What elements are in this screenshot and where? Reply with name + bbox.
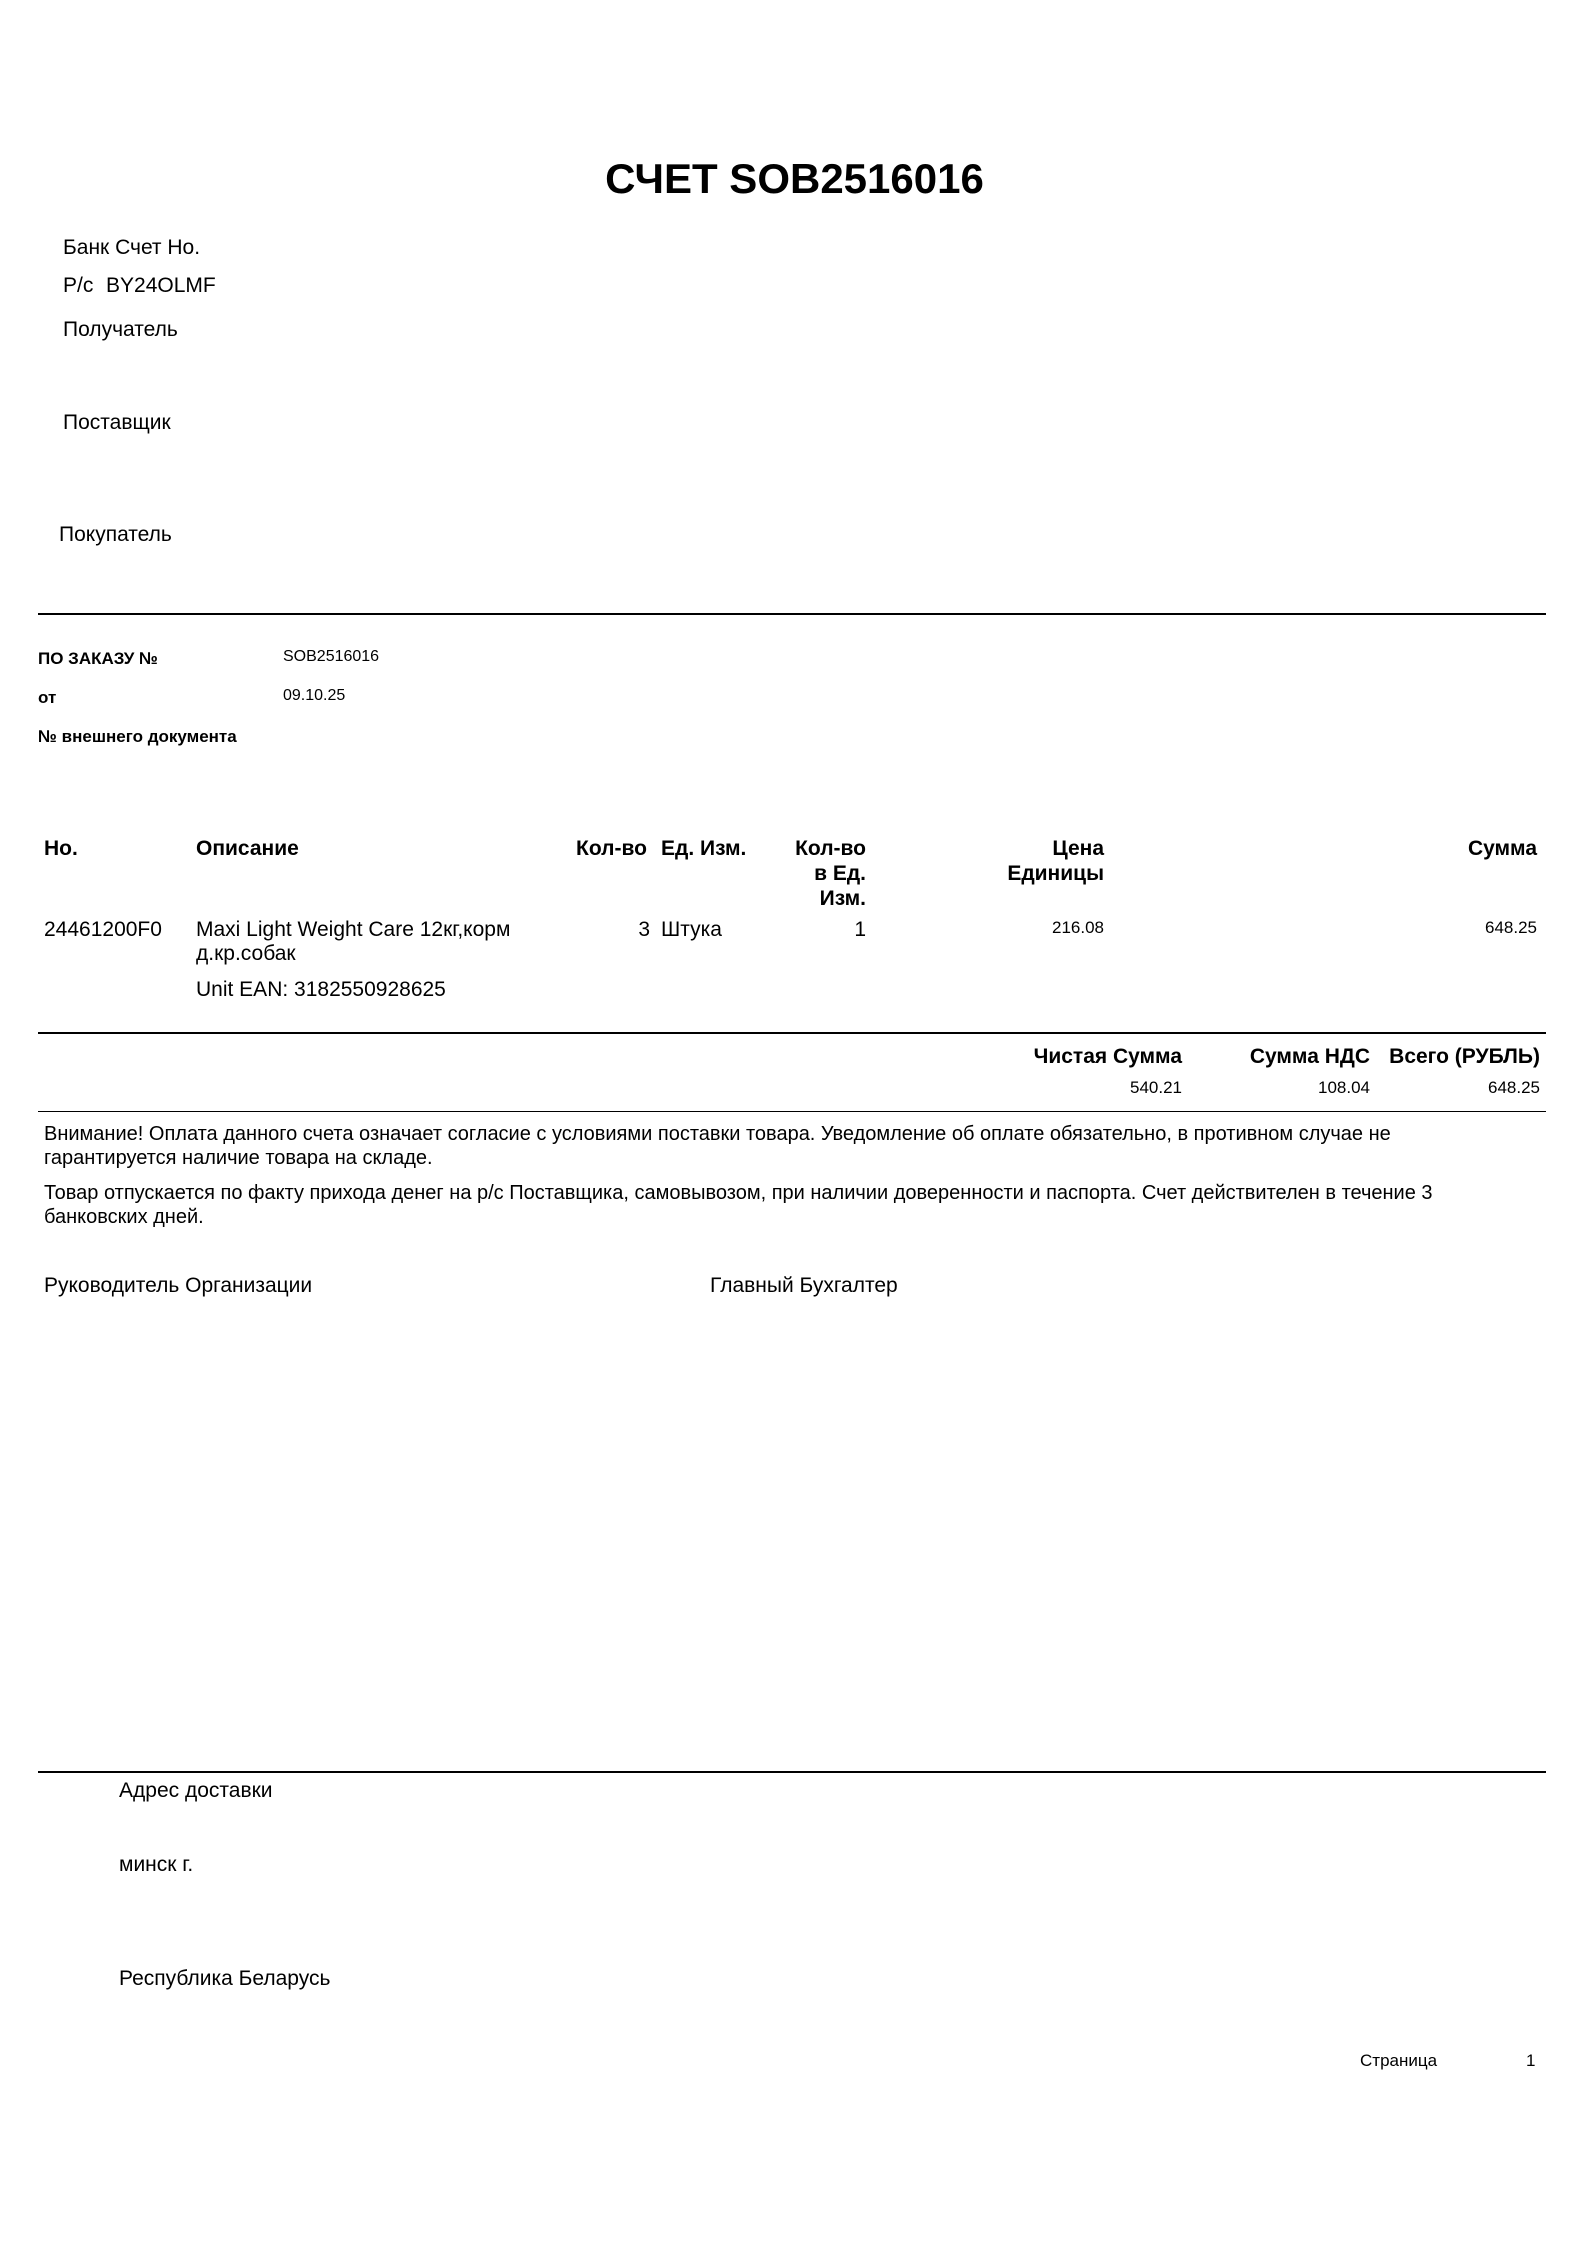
page-number: 1	[1526, 2051, 1536, 2070]
divider-table-bottom	[38, 1032, 1546, 1034]
col-header-no: Но.	[44, 837, 78, 860]
buyer-label: Покупатель	[59, 523, 172, 546]
date-value: 09.10.25	[283, 687, 346, 704]
delivery-city: минск г.	[119, 1853, 194, 1876]
supplier-label: Поставщик	[63, 411, 171, 434]
cell-description-line2: д.кр.собак	[196, 942, 296, 965]
date-label: от	[38, 688, 57, 707]
release-note: Товар отпускается по факту прихода денег на р/с Поставщика, самовывозом, при наличии доверенности и паспорта. Счет действителен в течение 3 банковских дней.	[44, 1182, 1433, 1228]
cell-qty: 3	[638, 918, 650, 941]
cell-description-line1: Maxi Light Weight Care 12кг,корм	[196, 918, 511, 941]
col-header-description: Описание	[196, 837, 299, 860]
page-label: Страница	[1360, 2051, 1438, 2070]
col-header-qty-in-unit: Кол-во в Ед. Изм.	[795, 837, 866, 910]
cell-unit: Штука	[661, 918, 722, 941]
grand-total-label: Всего (РУБЛЬ)	[1389, 1045, 1540, 1068]
rs-value: BY24OLMF	[106, 274, 216, 297]
ext-doc-label: № внешнего документа	[38, 727, 237, 746]
delivery-address-label: Адрес доставки	[119, 1779, 273, 1802]
divider-delivery	[38, 1771, 1546, 1773]
bank-account-label: Банк Счет Но.	[63, 236, 201, 259]
invoice-title: СЧЕТ SOB2516016	[605, 155, 984, 202]
net-total-label: Чистая Сумма	[1033, 1045, 1182, 1068]
cell-amount: 648.25	[1485, 918, 1537, 937]
vat-total-label: Сумма НДС	[1249, 1045, 1370, 1068]
delivery-country: Республика Беларусь	[119, 1967, 331, 1990]
divider-top	[38, 613, 1546, 615]
col-header-qty: Кол-во	[576, 837, 647, 860]
col-header-unit: Ед. Изм.	[661, 837, 747, 860]
cell-qty-in-unit: 1	[854, 918, 866, 941]
rs-label: Р/с	[63, 274, 94, 297]
attention-note: Внимание! Оплата данного счета означает согласие с условиями поставки товара. Уведомление об оплате обязательно, в противном случае не гарантируется наличие товара на складе.	[44, 1123, 1391, 1169]
recipient-label: Получатель	[63, 318, 178, 341]
director-signature-label: Руководитель Организации	[44, 1274, 313, 1297]
order-no-value: SOB2516016	[283, 648, 380, 665]
col-header-amount: Сумма	[1467, 837, 1537, 860]
divider-totals-bottom	[38, 1111, 1546, 1112]
grand-total-value: 648.25	[1488, 1078, 1540, 1097]
vat-total-value: 108.04	[1318, 1078, 1370, 1097]
col-header-unit-price: Цена Единицы	[1007, 837, 1104, 885]
cell-no: 24461200F0	[44, 918, 162, 941]
order-no-label: ПО ЗАКАЗУ №	[38, 649, 158, 668]
accountant-signature-label: Главный Бухгалтер	[710, 1274, 898, 1297]
cell-unit-price: 216.08	[1052, 918, 1104, 937]
net-total-value: 540.21	[1130, 1078, 1182, 1097]
cell-ean: Unit EAN: 3182550928625	[196, 978, 446, 1001]
